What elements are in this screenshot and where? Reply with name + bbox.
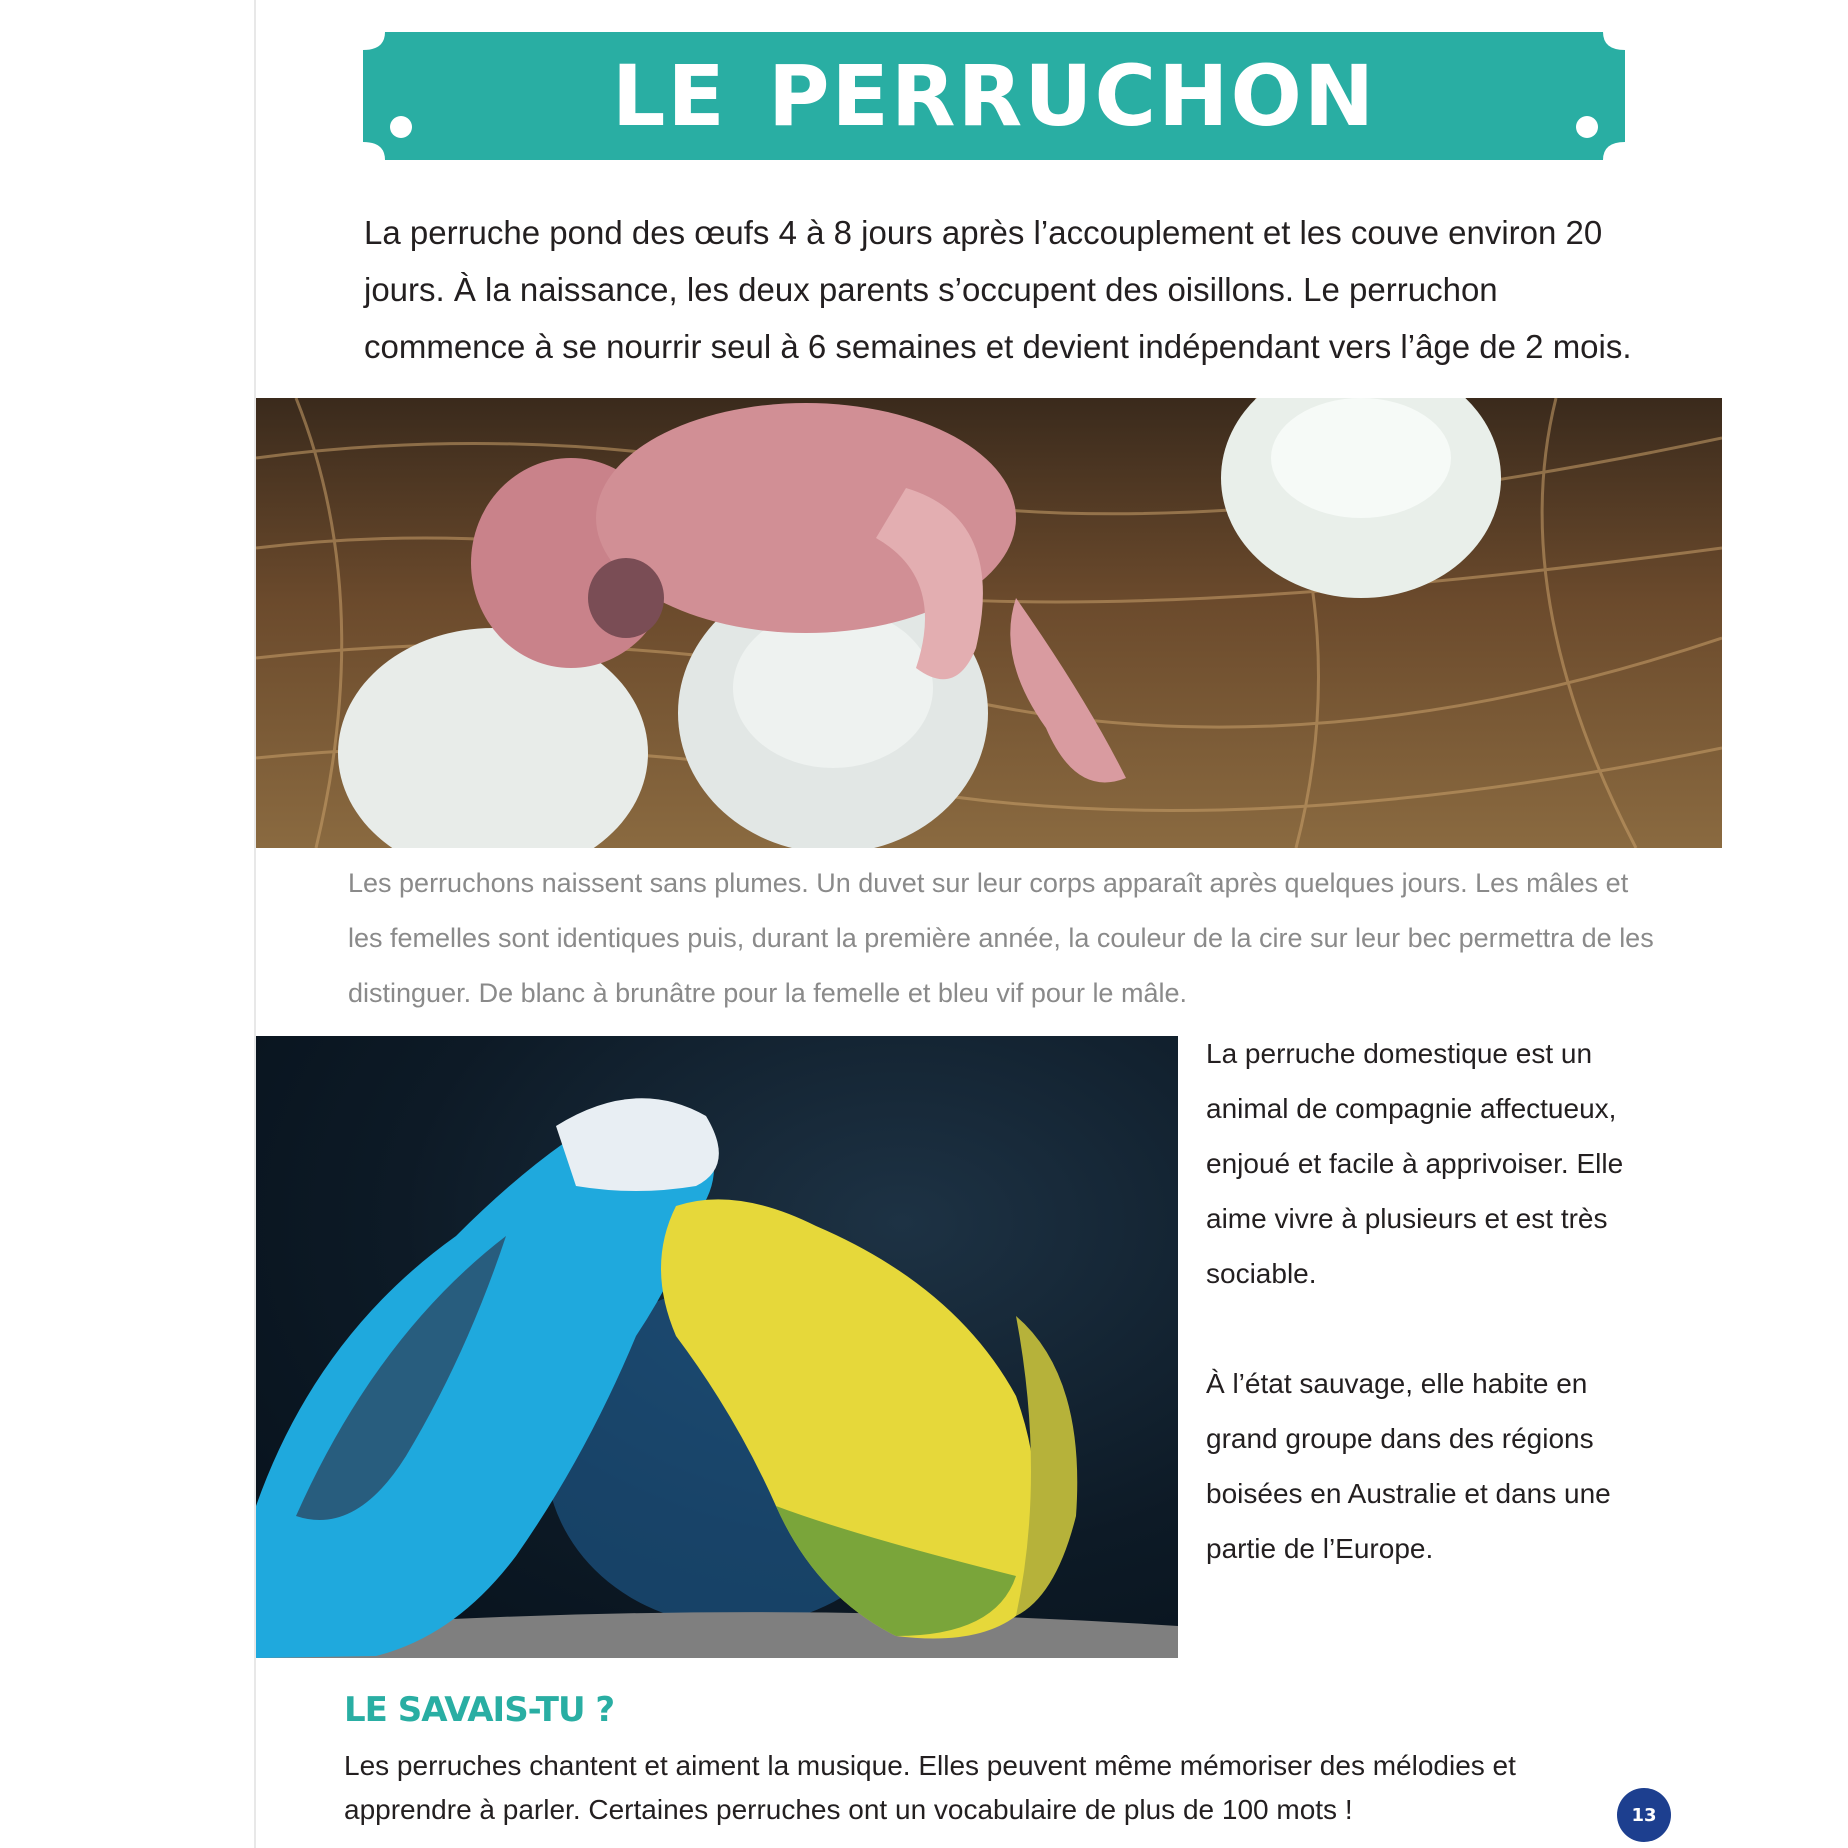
did-you-know-text: Les perruches chantent et aiment la musique. Elles peuvent même mémoriser des mélodies et apprendre à parler. Certaines perruches ont un vocabulaire de plus de 100 mots ! [344, 1750, 1516, 1825]
photo-caption: Les perruchons naissent sans plumes. Un duvet sur leur corps apparaît après quelques jours. Les mâles et les femelles sont identiques puis, durant la première année, la couleur de la cire sur leur bec permettra de les distinguer. De blanc à brunâtre pour la femelle et bleu vif pour le mâle. [348, 868, 1654, 1008]
intro-paragraph: La perruche pond des œufs 4 à 8 jours après l’accouplement et les couve environ 20 jours. À la naissance, les deux parents s’occupent des oisillons. Le perruchon commence à se nourrir seul à 6 semaines et devient indépendant vers l’âge de 2 mois. [364, 214, 1632, 365]
side-paragraph-domestic: La perruche domestique est un animal de compagnie affectueux, enjoué et facile à apprivoiser. Elle aime vivre à plusieurs et est très sociable. [1206, 1038, 1624, 1289]
side-text [1206, 1026, 1646, 1576]
title-banner [363, 32, 1625, 160]
budgies-photo [256, 1036, 1178, 1658]
side-paragraph-wild: À l’état sauvage, elle habite en grand groupe dans des régions boisées en Australie et dans une partie de l’Europe. [1206, 1368, 1611, 1564]
page-title: LE PERRUCHON [611, 47, 1377, 145]
nest-photo [256, 398, 1722, 848]
did-you-know-heading: LE SAVAIS-TU ? [344, 1690, 615, 1730]
page-number-badge: 13 [1617, 1788, 1671, 1842]
